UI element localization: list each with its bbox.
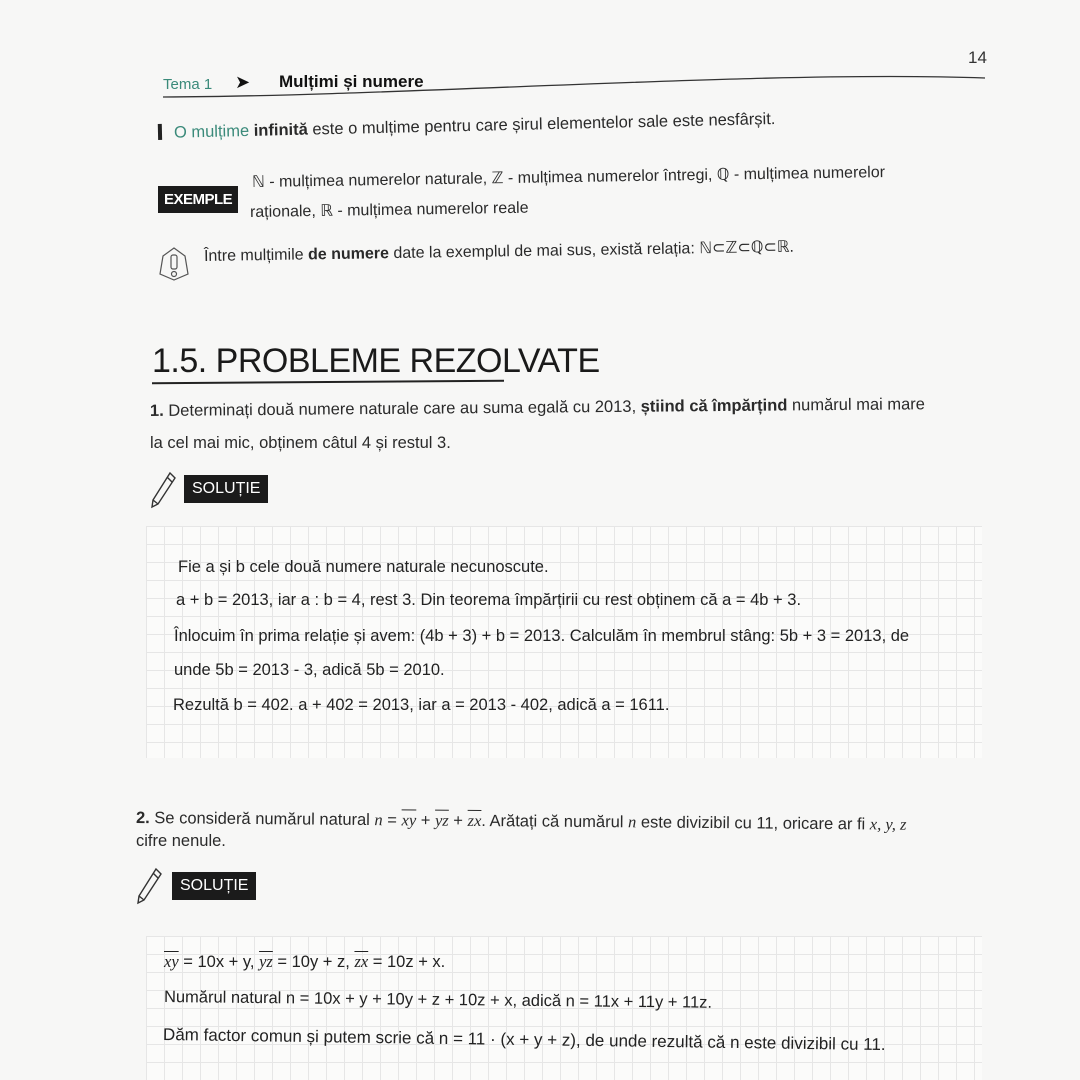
solution-2-line-2: Numărul natural n = 10x + y + 10y + z + 10z + x, adică n = 11x + 11y + 11z. [163, 988, 713, 1012]
examples-badge: EXEMPLE [158, 186, 238, 213]
examples-line-1: ℕ - mulțimea numerelor naturale, ℤ - mulțimea numerelor întregi, ℚ - mulțimea numerelor [251, 164, 886, 191]
solution-2-line-1: $\overline{xy} = 10x + y$, $\overline{yz} = 10y + z$, $\overline{zx} = 10z + x$. [164, 952, 446, 971]
pencil-icon [148, 470, 178, 510]
arrow-icon: ➤ [235, 72, 251, 92]
solution-1-line-5: Rezultă b = 402. a + 402 = 2013, iar a = 2013 - 402, adică a = 1611. [173, 696, 670, 714]
note-line: Între mulțimile de numere date la exemplul de mai sus, există relația: ℕ⊂ℤ⊂ℚ⊂ℝ. [203, 238, 795, 265]
chapter-title: Mulțimi și numere [279, 72, 424, 91]
problem-1-line-2: la cel mai mic, obținem câtul 4 și restul 3. [150, 434, 451, 452]
solution-1-line-3: Înlocuim în prima relație și avem: (4b + 3) + b = 2013. Calculăm în membrul stâng: 5b + 3 = 2013, de [174, 627, 910, 645]
problem-2-line-2: cifre nenule. [136, 832, 226, 850]
pencil-icon [134, 866, 164, 906]
problem-2-line-1: 2. Se consideră numărul natural $n = \overline{xy} + \overline{yz} + \overline{zx}$. Arătați că numărul n este divizibil cu 11, oricare ar fi x, y, z [135, 809, 907, 834]
section-title: 1.5. PROBLEME REZOLVATE [152, 342, 600, 380]
warning-icon [155, 244, 193, 284]
solution-badge-2: SOLUȚIE [172, 872, 256, 900]
page-header [163, 70, 993, 100]
solution-2-line-3: Dăm factor comun și putem scrie că n = 11 · (x + y + z), de unde rezultă că n este divizibil cu 11. [162, 1025, 886, 1055]
tema-label: Tema 1 [163, 76, 213, 93]
definition-line: O mulțime infinită este o mulțime pentru care șirul elementelor sale este nesfârșit. [158, 110, 776, 143]
solution-badge-1: SOLUȚIE [184, 475, 268, 503]
solution-1-line-4: unde 5b = 2013 - 3, adică 5b = 2010. [174, 661, 445, 679]
solution-1-line-2: a + b = 2013, iar a : b = 4, rest 3. Din teorema împărțirii cu rest obținem că a = 4b + 3. [176, 591, 802, 609]
examples-line-2: raționale, ℝ - mulțimea numerelor reale [249, 199, 529, 221]
problem-1-line-1: 1. Determinați două numere naturale care au suma egală cu 2013, știind că împărțind numărul mai mare [149, 395, 925, 420]
page-number: 14 [968, 48, 987, 67]
bullet-bar [158, 124, 162, 140]
solution-1-line-1: Fie a și b cele două numere naturale necunoscute. [178, 558, 549, 576]
